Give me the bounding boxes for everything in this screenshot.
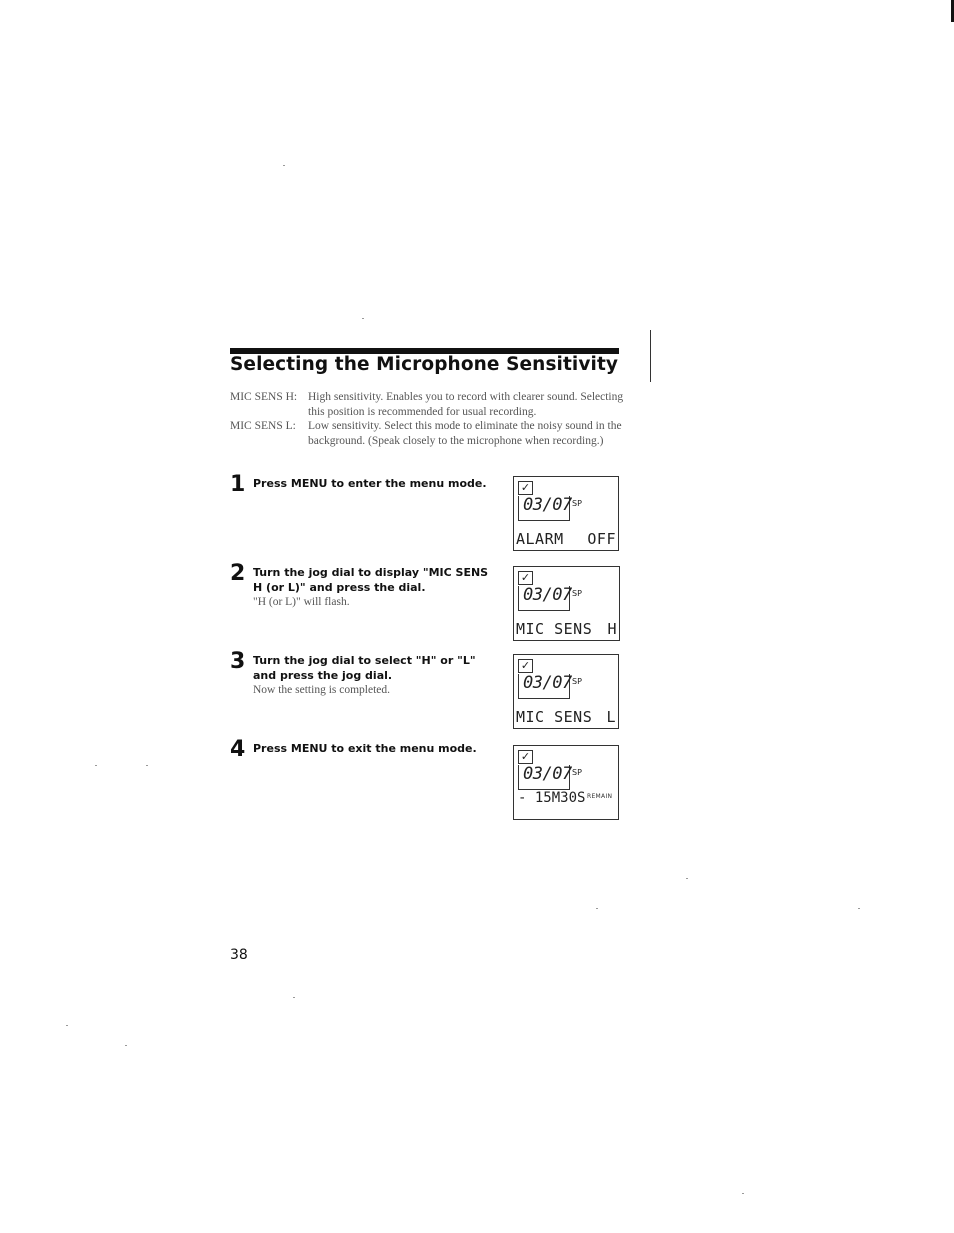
mode-indicator: SP bbox=[572, 589, 582, 598]
check-square-icon: ✓ bbox=[518, 659, 533, 673]
display-label bbox=[516, 530, 616, 548]
step-1 bbox=[230, 472, 492, 497]
check-square-icon: ✓ bbox=[518, 571, 533, 585]
lcd-display-mic-sens-l bbox=[513, 654, 619, 729]
track-counter: 03/07 bbox=[523, 495, 572, 515]
step-number: 4 bbox=[230, 737, 246, 762]
label-left: ALARM bbox=[516, 530, 564, 548]
definition-mic-sens-h bbox=[230, 390, 625, 419]
section-title: Selecting the Microphone Sensitivity bbox=[230, 354, 619, 375]
scan-speck bbox=[283, 165, 285, 166]
step-number: 2 bbox=[230, 561, 246, 586]
track-counter: 03/07 bbox=[523, 585, 572, 605]
step-instruction: Turn the jog dial to select "H" or "L" and press the jog dial. bbox=[253, 654, 476, 682]
margin-rule bbox=[650, 330, 651, 382]
definition-term: MIC SENS H: bbox=[230, 391, 298, 403]
step-4 bbox=[230, 737, 492, 762]
lcd-display-remain bbox=[513, 745, 619, 820]
scan-speck bbox=[293, 997, 295, 998]
track-counter: 03/07 bbox=[523, 764, 572, 784]
step-instruction: Press MENU to enter the menu mode. bbox=[253, 477, 487, 490]
label-right: L bbox=[606, 708, 616, 726]
step-3 bbox=[230, 649, 492, 697]
step-number: 3 bbox=[230, 649, 246, 674]
page-number: 38 bbox=[230, 947, 248, 963]
definition-mic-sens-l bbox=[230, 419, 625, 448]
scan-speck bbox=[95, 765, 97, 766]
scan-speck bbox=[686, 878, 688, 879]
check-square-icon: ✓ bbox=[518, 481, 533, 495]
scan-speck bbox=[125, 1045, 127, 1046]
label-left: MIC SENS bbox=[516, 620, 593, 638]
step-2 bbox=[230, 561, 492, 609]
label-right: H bbox=[607, 620, 617, 638]
step-number: 1 bbox=[230, 472, 246, 497]
mode-indicator: SP bbox=[572, 677, 582, 686]
step-instruction: Press MENU to exit the menu mode. bbox=[253, 742, 477, 755]
definitions-list bbox=[230, 390, 625, 448]
scan-speck bbox=[742, 1193, 744, 1194]
scan-speck bbox=[858, 908, 860, 909]
step-note: "H (or L)" will flash. bbox=[253, 596, 350, 608]
display-label bbox=[516, 620, 617, 638]
step-instruction: Turn the jog dial to display "MIC SENS H (or L)" and press the dial. bbox=[253, 566, 489, 594]
remain-label: REMAIN bbox=[587, 793, 613, 800]
step-note: Now the setting is completed. bbox=[253, 684, 391, 696]
label-left: MIC SENS bbox=[516, 708, 593, 726]
definition-term: MIC SENS L: bbox=[230, 420, 296, 432]
scan-speck bbox=[362, 318, 364, 319]
label-right: OFF bbox=[587, 530, 616, 548]
display-label bbox=[516, 708, 616, 726]
mode-indicator: SP bbox=[572, 499, 582, 508]
definition-text: Low sensitivity. Select this mode to eliminate the noisy sound in the background. (Speak closely to the microphone when recording.) bbox=[308, 420, 622, 447]
scan-speck bbox=[596, 908, 598, 909]
lcd-display-alarm bbox=[513, 476, 619, 551]
scan-speck bbox=[146, 765, 148, 766]
track-counter: 03/07 bbox=[523, 673, 572, 693]
remaining-time: - 15M30S bbox=[518, 790, 586, 806]
scan-speck bbox=[66, 1025, 68, 1026]
definition-text: High sensitivity. Enables you to record with clearer sound. Selecting this position is recommended for usual recording. bbox=[308, 391, 624, 418]
mode-indicator: SP bbox=[572, 768, 582, 777]
check-square-icon: ✓ bbox=[518, 750, 533, 764]
lcd-display-mic-sens-h bbox=[513, 566, 620, 641]
